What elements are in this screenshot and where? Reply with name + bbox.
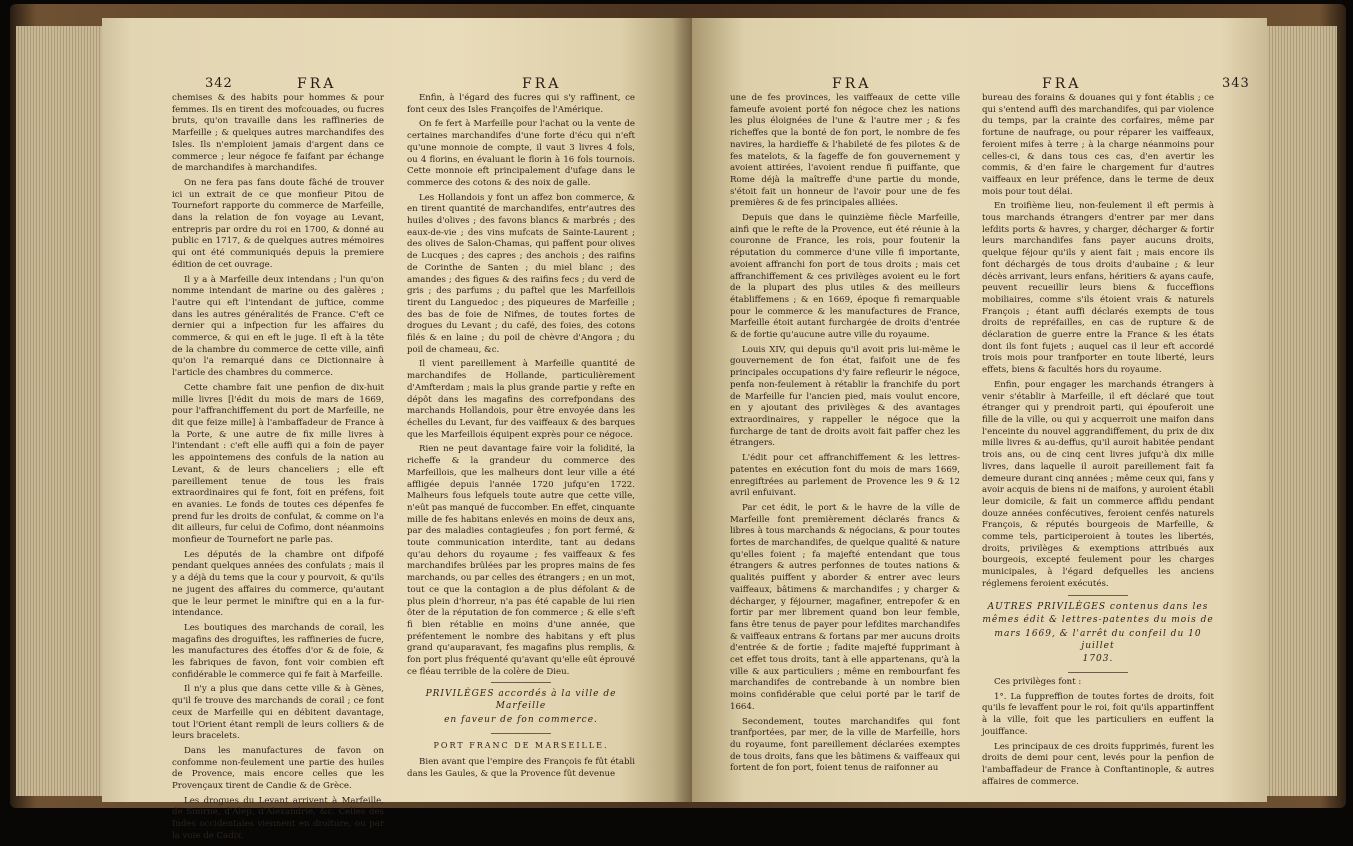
page-edges-right	[1267, 26, 1337, 796]
section-title-line-2: en faveur de fon commerce.	[444, 714, 598, 725]
paragraph: Il vient pareillement à Marfeille quantité de marchandifes de Hollande, particulièrement d'Amfterdam ; mais la plus grande partie y refte en dépôt dans les magafins des correfpondans des marchands Hollandois, pour être envoyée dans les échelles du Levant, fur des vaiffeaux & des barques que les Marfeillois équipent exprès pour ce négoce.	[407, 359, 635, 440]
paragraph: Il n'y a plus que dans cette ville & à Gènes, qu'il fe trouve des marchands de corail ; ce font ceux de Marfeille qui en débitent davantage, tout l'Orient étant rempli de leurs colliers & de leurs bracelets.	[172, 684, 384, 742]
paragraph: On ne fera pas fans doute fâché de trouver ici un extrait de ce que monfieur Pitou de Tournefort rapporte du commerce de Marfeille, dans la relation de fon voyage au Levant, entrepris par ordre du roi en 1700, & donné au public en 1717, & de quelques autres mémoires qui ont été communiqués depuis la premiere édition de cet ouvrage.	[172, 177, 384, 270]
book	[10, 4, 1346, 841]
paragraph: On fe fert à Marfeille pour l'achat ou la vente de certaines marchandifes d'une forte d'écu qui n'eft qu'une monnoie de compte, il vaut 3 livres 4 fols, ou 4 florins, en évaluant le florin à 16 fols tournois. Cette monnoie eft principalement d'ufage dans le commerce des cotons & des noix de galle.	[407, 119, 635, 188]
paragraph: Dans les manufactures de favon on confomme non-feulement une partie des huiles de Provence, mais encore celles que les Provençaux tirent de Candie & de Grèce.	[172, 745, 384, 792]
left-page	[102, 18, 692, 841]
divider	[1068, 672, 1128, 673]
paragraph: Les députés de la chambre ont difpofé pendant quelques années des confulats ; mais il y a déjà du tems que la cour y pourvoit, & qu'ils ne jugent des affaires du commerce, qu'autant que le leur permet le miniftre qui en a la fur-intendance.	[172, 549, 384, 619]
section-title: PRIVILÈGES accordés à la ville de Marfeille	[425, 689, 617, 712]
left-page-number: 342	[205, 76, 233, 91]
paragraph: Les drogues du Levant arrivent à Marfeille, de Smirne, d'Alep, d'Alexandrie, &c. Celles des Indes occidentales viennent en droiture, ou par la voie de Cadix.	[172, 795, 384, 841]
left-header-left: FRA	[297, 76, 337, 92]
right-header-left: FRA	[832, 76, 872, 92]
section-title-line-3: mars 1669, & l'arrêt du confeil du 10 juillet	[994, 628, 1202, 651]
paragraph: Cette chambre fait une penfion de dix-huit mille livres [l'édit du mois de mars de 1669, pour l'affranchiffement du port de Marfeille, ne dit que feize mille] à l'ambaffadeur de France à la Porte, & une autre de fix mille livres à l'intendant : c'eft elle auffi qui a foin de payer les appointemens des confuls de la nation au Levant, & de leurs chanceliers ; elle eft pareillement tenue de tous les frais extraordinaires qui fe font, foit en préfens, foit en avanies. Le fonds de toutes ces dépenfes fe prend fur les droits de confulat, & comme on l'a dit ailleurs, fur celui de Cofimo, dont néanmoins monfieur de Tournefort ne parle pas.	[172, 382, 384, 546]
paragraph: Par cet édit, le port & le havre de la ville de Marfeille font premièrement déclarés francs & libres à tous marchands & négocians, & pour toutes fortes de marchandifes, de quelque qualité & nature qu'elles foient ; fa majefté entendant que tous étrangers & autres perfonnes de toutes nations & qualités puiffent y aborder & entrer avec leurs vaiffeaux, bâtimens & marchandifes ; y charger & décharger, y féjourner, magafiner, entrepofer & en fortir par mer librement quand bon leur femble, fans être tenus de payer pour lefdites marchandifes & vaiffeaux entrans & fortans par mer aucuns droits d'entrée & de fortie ; fadite majefté fupprimant à cet effet tous droits, tant à elle appartenans, qu'à la ville & aux particuliers ; même en rembourfant fes marchandifes de contrebande à un nombre bien moins confidérable que celui porté par le tarif de 1664.	[730, 502, 960, 712]
right-page-number: 343	[1222, 76, 1250, 91]
left-column-2	[407, 93, 635, 784]
paragraph: Les principaux de ces droits fupprimés, furent les droits de demi pour cent, levés pour la penfion de l'ambaffadeur de France à Conftantinople, & autres affaires de commerce.	[982, 741, 1214, 787]
divider	[491, 682, 551, 683]
paragraph: Louis XIV, qui depuis qu'il avoit pris lui-même le gouvernement de fon état, faifoit une de fes principales occupations d'y faire refleurir le négoce, penfa non-feulement à rétablir la franchife du port de Marfeille fur l'ancien pied, mais voulut encore, en y ajoutant des privilèges & des avantages extraordinaires, y rappeller le négoce que la furcharge de tant de droits avoit fait paffer chez les étrangers.	[730, 344, 960, 449]
paragraph: Bien avant que l'empire des François fe fût établi dans les Gaules, & que la Provence fût devenue	[407, 757, 635, 779]
divider	[1068, 595, 1128, 596]
section-subtitle: PORT FRANC DE MARSEILLE.	[433, 740, 609, 750]
section-title: AUTRES PRIVILÈGES contenus dans les	[987, 601, 1209, 612]
right-column-1	[730, 93, 960, 778]
divider	[491, 733, 551, 734]
paragraph: Rien ne peut davantage faire voir la folidité, la richeffe & la grandeur du commerce des Marfeillois, que les malheurs dont leur ville a été affligée depuis l'année 1720 jufqu'en 1722. Malheurs fous lefquels toute autre que cette ville, n'eût pas manqué de fuccomber. En effet, cinquante mille de fes habitans enlevés en moins de deux ans, par des maladies contagieufes ; fon port fermé, & toute communication interdite, tant au dedans qu'au dehors du royaume ; fes vaiffeaux & fes marchandifes brûlées par les propres mains de fes marchands, ou par celles des étrangers ; en un mot, tout ce que la contagion a de plus défolant & de plus plein d'horreur, n'a pas été capable de lui rien ôter de la réputation de fon commerce ; & elle s'eft fi bien rétablie en moins d'une année, que préfentement le nombre des habitans y eft plus grand qu'auparavant, fes magafins plus remplis, & fon port plus fréquenté qu'avant qu'elle eût éprouvé ce fléau terrible de la colère de Dieu.	[407, 444, 635, 677]
paragraph: L'édit pour cet affranchiffement & les lettres-patentes en exécution font du mois de mars 1669, enregiftrées au parlement de Provence les 9 & 12 avril enfuivant.	[730, 453, 960, 499]
paragraph: Depuis que dans le quinzième fiècle Marfeille, ainfi que le refte de la Provence, eut été réunie à la couronne de France, les rois, pour foutenir la réputation du commerce d'une ville fi importante, avoient affranchi fon port de tous droits ; mais cet affranchiffement & ces privilèges avoient eu le fort de la plupart des plus utiles & des meilleurs établiffemens ; & en 1669, époque fi remarquable pour le commerce & les manufactures de France, Marfeille étoit autant furchargée de droits d'entrée & de fortie qu'aucune autre ville du royaume.	[730, 213, 960, 341]
paragraph: Les Hollandois y font un affez bon commerce, & en tirent quantité de marchandifes, entr'autres des huiles d'olives ; des favons blancs & marbrés ; des eaux-de-vie ; des vins mufcats de Sainte-Laurent ; des olives de Salon-Chamas, qui paffent pour olives de Lucques ; des capres ; des anchois ; des raifins de Corinthe de Santen ; du miel blanc ; des amandes ; des figues & des raifins fecs ; du verd de gris ; des parfums ; du paftel que les Marfeillois tirent du Languedoc ; des piqueures de Marfeille ; des bas de foie de Nifmes, de toutes fortes de drogues du Levant ; du café, des foies, des cotons filés & en laine ; du poil de chèvre d'Angora ; du poil de chameau, &c.	[407, 192, 635, 355]
paragraph: En troifième lieu, non-feulement il eft permis à tous marchands étrangers d'entrer par mer dans lefdits ports & havres, y charger, décharger & fortir leurs marchandifes fans payer aucuns droits, quelque féjour qu'ils y aient fait ; mais encore ils font déchargés de tous droits d'aubaine ; & leur décès arrivant, leurs enfans, héritiers & ayans caufe, peuvent recueillir leurs biens & fucceffions mobiliaires, comme s'ils étoient vrais & naturels François ; étant auffi déclarés exempts de tous droits de repréfailles, en cas de rupture & de déclaration de guerre entre la France & les états dont ils font fujets ; auquel cas il leur eft accordé trois mois pour tranfporter en toute liberté, leurs effets, biens & facultés hors du royaume.	[982, 201, 1214, 376]
paragraph: 1°. La fuppreffion de toutes fortes de droits, foit qu'ils fe levaffent pour le roi, foit qu'ils appartinffent à la ville, foit que les particuliers en euffent la jouiffance.	[982, 691, 1214, 737]
section-title-line-2: mêmes édit & lettres-patentes du mois de	[982, 615, 1214, 626]
paragraph: une de fes provinces, les vaiffeaux de cette ville fameufe avoient porté fon négoce chez les nations les plus éloignées de l'une & l'autre mer ; & fes richeffes que la bonté de fon port, le nombre de fes navires, la hardieffe & l'habileté de fes pilotes & de fes matelots, & la fageffe de fon gouvernement y avoient attirées, l'avoient rendue fi puiffante, que Rome déjà la maîtreffe d'une partie du monde, s'étoit fait un honneur de l'avoir pour une de fes premières & de fes principales alliées.	[730, 93, 960, 209]
paragraph: Enfin, à l'égard des fucres qui s'y raffinent, ce font ceux des Isles Françoifes de l'Amérique.	[407, 93, 635, 115]
paragraph: chemises & des habits pour hommes & pour femmes. Ils en tirent des mofcouades, ou fucres bruts, qu'on travaille dans les raffineries de Marfeille ; & quelques autres marchandifes des Isles. Ils n'emploient jamais d'argent dans ce commerce ; leur négoce fe faifant par échange de marchandifes à marchandifes.	[172, 93, 384, 174]
paragraph: Il y a à Marfeille deux intendans ; l'un qu'on nomme intendant de marine ou des galères ; l'autre qui eft l'intendant de juftice, comme dans les autres généralités de France. C'eft ce dernier qui a infpection fur les affaires du commerce, & qui en eft le juge. Il eft à la tête de la chambre du commerce de cette ville, ainfi qu'on l'a remarqué dans ce Dictionnaire à l'article des chambres du commerce.	[172, 274, 384, 379]
right-column-2	[982, 93, 1214, 791]
paragraph: Secondement, toutes marchandifes qui font tranfportées, par mer, de la ville de Marfeille, hors du royaume, font pareillement déclarées exemptes de tous droits, fans que les bâtimens & vaiffeaux qui fortent de fon port, foient tenus de raifonner au	[730, 716, 960, 774]
section-title-line-4: 1703.	[1082, 654, 1114, 665]
right-page	[692, 18, 1267, 802]
page-edges-left	[16, 26, 102, 796]
right-header-right: FRA	[1042, 76, 1082, 92]
left-header-right: FRA	[522, 76, 562, 92]
paragraph: bureau des forains & douanes qui y font établis ; ce qui s'entend auffi des marchandifes, qui par violence du temps, par la crainte des corfaires, même par fortune de naufrage, ou pour réparer les vaiffeaux, feroient mifes à terre ; à la charge néanmoins pour celles-ci, & dans tous ces cas, d'en avertir les commis, & d'en faire le chargement fur d'autres vaiffeaux en leur préfence, dans le terme de deux mois pour tout délai.	[982, 93, 1214, 197]
left-column-1	[172, 93, 384, 846]
paragraph: Enfin, pour engager les marchands étrangers à venir s'établir à Marfeille, il eft déclaré que tout étranger qui y prendroit parti, qui épouferoit une fille de la ville, ou qui y acquerroit une maifon dans l'enceinte du nouvel aggrandiffement, du prix de dix mille livres & au-deffus, qu'il auroit habitée pendant trois ans, ou de cinq cent livres jufqu'à dix mille livres, dans laquelle il auroit pareillement fait fa demeure durant cinq années ; même ceux qui, fans y avoir acquis de biens ni de maifons, y auroient établi leur domicile, & fait un commerce affidu pendant douze années confécutives, feroient cenfés naturels François, & réputés bourgeois de Marfeille, & comme tels, participeroient à toutes les libertés, droits, privilèges & exemptions attribués aux bourgeois, excepté feulement pour les charges municipales, à l'égard defquelles les anciens réglemens feroient exécutés.	[982, 379, 1214, 589]
paragraph: Ces privilèges font :	[994, 677, 1082, 688]
paragraph: Les boutiques des marchands de corail, les magafins des droguiftes, les raffineries de fucre, les manufactures des étoffes d'or & de foie, & les fabriques de favon, font voir combien eft confidérable le commerce qui fe fait à Marfeille.	[172, 622, 384, 680]
